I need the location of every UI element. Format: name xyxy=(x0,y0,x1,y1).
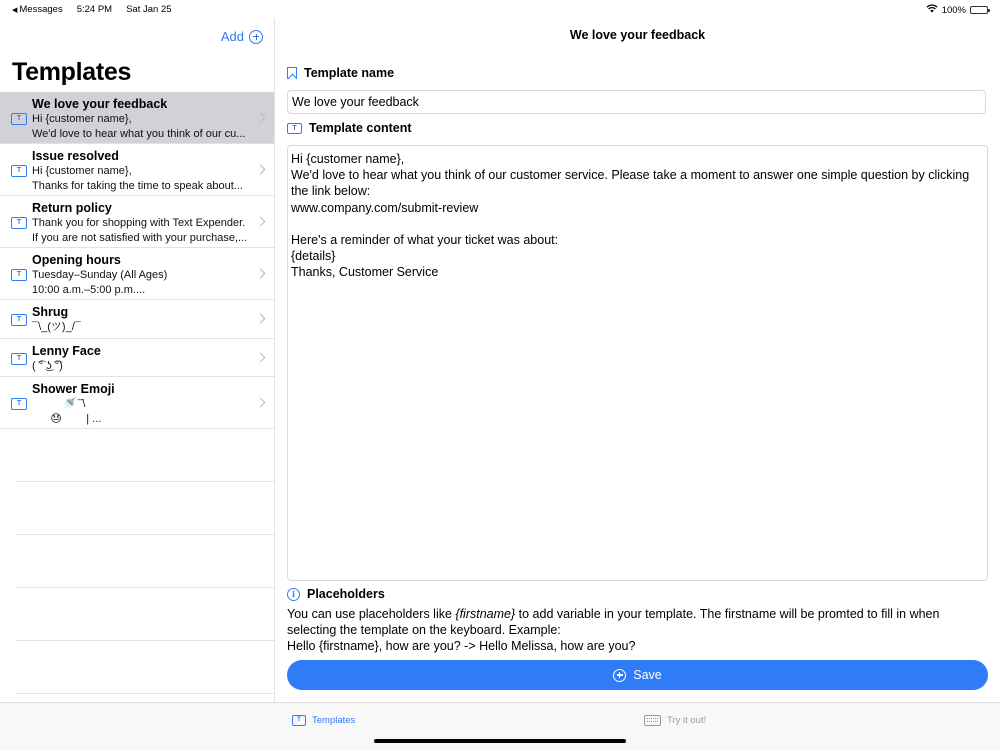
help-text-part: to add variable in your template. The firstname will be promted to fill in when xyxy=(515,607,940,621)
add-label: Add xyxy=(220,29,244,44)
battery-percent: 100% xyxy=(941,4,966,16)
template-preview-line: 🚿 ̄ ̄\ xyxy=(32,398,86,410)
template-row-return-policy[interactable] xyxy=(0,196,274,248)
template-preview-line: ¯\_(ツ)_/¯ xyxy=(32,321,81,333)
chevron-right-icon xyxy=(256,165,266,175)
template-editor xyxy=(275,18,1000,702)
text-format-icon: T xyxy=(287,123,302,134)
chevron-right-icon xyxy=(256,398,266,408)
template-row-shrug[interactable] xyxy=(0,300,274,339)
template-title: Return policy xyxy=(32,201,112,215)
battery-icon xyxy=(970,6,988,14)
home-indicator[interactable] xyxy=(374,739,626,743)
placeholder-example: {firstname} xyxy=(455,607,516,621)
text-template-icon: T xyxy=(11,165,27,177)
chevron-right-icon xyxy=(256,217,266,227)
text-template-icon: T xyxy=(11,353,27,365)
template-preview-line: If you are not satisfied with your purchase,... xyxy=(32,231,248,244)
template-row-lenny-face[interactable] xyxy=(0,339,274,377)
back-triangle-icon: ◀ xyxy=(12,6,18,14)
bookmark-icon xyxy=(287,67,297,79)
help-text-part: You can use placeholders like xyxy=(287,607,456,621)
tab-bar xyxy=(0,702,1000,751)
template-preview-line: Hi {customer name}, xyxy=(32,165,132,177)
template-row-opening-hours[interactable] xyxy=(0,248,274,300)
template-name-label: Template name xyxy=(304,66,395,80)
template-list xyxy=(0,92,274,694)
add-template-button[interactable] xyxy=(221,29,263,44)
plus-circle-icon xyxy=(249,30,263,44)
chevron-right-icon xyxy=(256,113,266,123)
save-label: Save xyxy=(633,668,662,682)
template-content-textarea[interactable] xyxy=(287,145,988,581)
text-template-icon: T xyxy=(11,398,27,410)
template-name-header xyxy=(287,66,394,80)
chevron-right-icon xyxy=(256,269,266,279)
chevron-right-icon xyxy=(256,353,266,363)
template-row-issue-resolved[interactable] xyxy=(0,144,274,196)
template-preview-line: ( ͡° ͜ʖ ͡°) xyxy=(32,360,63,372)
plus-circle-icon xyxy=(613,669,626,682)
chevron-right-icon xyxy=(256,314,266,324)
tab-label: Templates xyxy=(312,715,356,726)
info-icon: i xyxy=(287,588,300,601)
placeholders-header xyxy=(287,587,385,601)
template-content-header xyxy=(287,121,412,135)
template-title: Shrug xyxy=(32,305,69,319)
template-title: Opening hours xyxy=(32,253,121,267)
template-preview-line: 10:00 a.m.–5:00 p.m.... xyxy=(32,283,146,296)
template-title: Lenny Face xyxy=(32,344,101,358)
template-name-input[interactable] xyxy=(287,90,986,114)
template-preview-line: Thank you for shopping with Text Expender. xyxy=(32,217,246,229)
template-preview-line: Hi {customer name}, xyxy=(32,113,132,125)
empty-list-row xyxy=(16,429,274,482)
back-app-label: Messages xyxy=(19,4,63,15)
keyboard-icon xyxy=(644,715,661,726)
text-template-icon: T xyxy=(11,269,27,281)
status-bar xyxy=(0,0,1000,18)
wifi-icon xyxy=(926,4,938,16)
template-title: Shower Emoji xyxy=(32,382,115,396)
sidebar xyxy=(0,18,275,702)
placeholders-help-text xyxy=(287,606,987,655)
template-title: We love your feedback xyxy=(32,97,168,111)
status-time: 5:24 PM xyxy=(76,4,113,15)
empty-list-row xyxy=(16,588,274,641)
tab-templates[interactable] xyxy=(292,715,355,726)
template-title: Issue resolved xyxy=(32,149,119,163)
help-text-example: Hello {firstname}, how are you? -> Hello Melissa, how are you? xyxy=(287,639,636,654)
template-content-label: Template content xyxy=(309,121,412,135)
empty-list-row xyxy=(16,641,274,694)
tab-label: Try it out! xyxy=(667,715,707,726)
empty-list-row xyxy=(16,535,274,588)
nav-title: We love your feedback xyxy=(569,28,706,42)
sidebar-title: Templates xyxy=(12,58,132,86)
text-template-icon: T xyxy=(11,113,27,125)
template-row-shower-emoji[interactable] xyxy=(0,377,274,429)
text-template-icon: T xyxy=(11,314,27,326)
template-preview-line: Tuesday–Sunday (All Ages) xyxy=(32,269,168,281)
template-preview-line: 😓 | ... xyxy=(32,412,102,425)
tab-try-it-out[interactable] xyxy=(644,715,706,726)
template-row-we-love-your-feedback[interactable] xyxy=(0,92,274,144)
text-template-icon: T xyxy=(11,217,27,229)
empty-list-row xyxy=(16,482,274,535)
save-button[interactable] xyxy=(287,660,988,690)
template-preview-line: We'd love to hear what you think of our cu... xyxy=(32,127,246,140)
back-to-app-link[interactable] xyxy=(12,4,63,15)
status-date: Sat Jan 25 xyxy=(126,4,172,15)
template-preview-line: Thanks for taking the time to speak about... xyxy=(32,179,243,192)
help-text-line: selecting the template on the keyboard. Example: xyxy=(287,623,561,638)
placeholders-label: Placeholders xyxy=(307,587,385,601)
text-template-icon: T xyxy=(292,715,306,726)
